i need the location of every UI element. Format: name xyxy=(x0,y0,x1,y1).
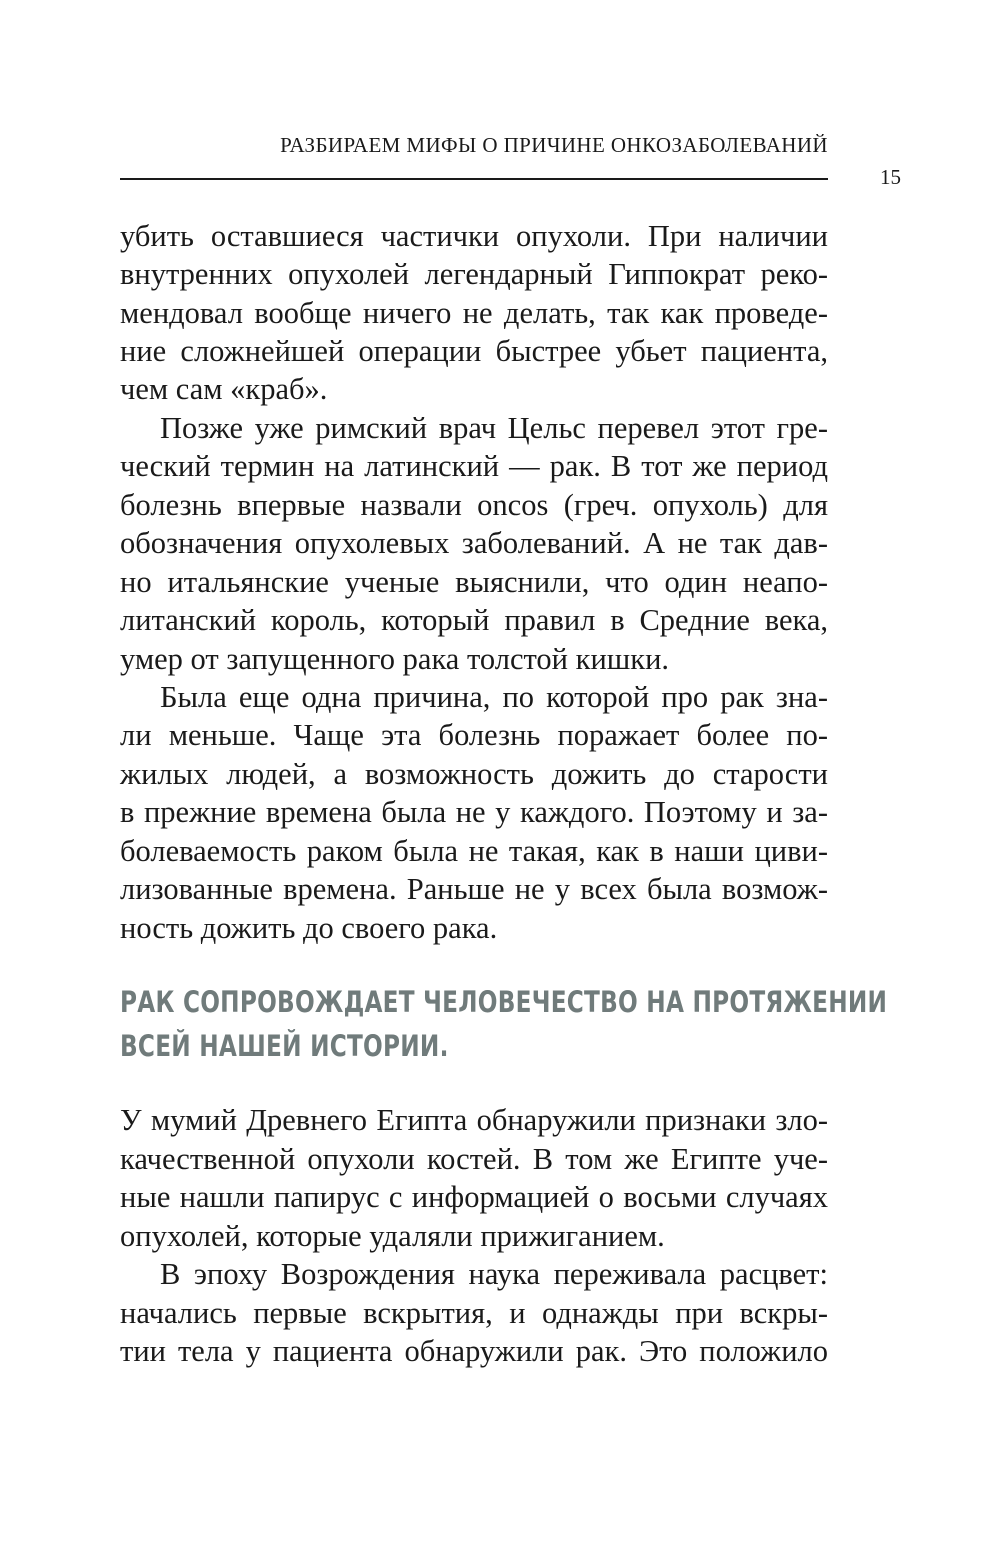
paragraph-2-line-5: но итальянские ученые выяснили, что один неапо- xyxy=(120,565,828,599)
section-heading-line-1: РАК СОПРОВОЖДАЕТ ЧЕЛОВЕЧЕСТВО НА ПРОТЯЖЕНИИ xyxy=(120,985,888,1019)
page-number: 15 xyxy=(880,165,901,189)
paragraph-1-line-1: убить оставшиеся частички опухоли. При наличии xyxy=(120,219,828,253)
paragraph-4-line-2: качественной опухоли костей. В том же Египте уче- xyxy=(120,1142,828,1176)
paragraph-2-line-6: литанский король, который правил в Средние века, xyxy=(120,603,828,637)
paragraph-3-line-1: Была еще одна причина, по которой про рак зна- xyxy=(160,680,828,714)
paragraph-3-line-6: лизованные времена. Раньше не у всех была возмож- xyxy=(120,872,828,906)
paragraph-4-line-3: ные нашли папирус с информацией о восьми случаях xyxy=(120,1180,828,1214)
paragraph-2-line-7: умер от запущенного рака толстой кишки. xyxy=(120,642,670,676)
paragraph-3-line-5: болеваемость раком была не такая, как в наши циви- xyxy=(120,834,828,868)
page-body xyxy=(120,0,888,1553)
paragraph-1-line-4: ние сложнейшей операции быстрее убьет пациента, xyxy=(120,334,828,368)
paragraph-5-line-1: В эпоху Возрождения наука переживала расцвет: xyxy=(160,1257,828,1291)
section-heading-line-2: ВСЕЙ НАШЕЙ ИСТОРИИ. xyxy=(120,1029,449,1063)
paragraph-2-line-4: обозначения опухолевых заболеваний. А не так дав- xyxy=(120,526,828,560)
paragraph-4-line-1: У мумий Древнего Египта обнаружили признаки зло- xyxy=(120,1103,828,1137)
paragraph-5-line-3: тии тела у пациента обнаружили рак. Это положило xyxy=(120,1334,828,1368)
paragraph-2-line-1: Позже уже римский врач Цельс перевел этот гре- xyxy=(160,411,828,445)
running-title: РАЗБИРАЕМ МИФЫ О ПРИЧИНЕ ОНКОЗАБОЛЕВАНИЙ xyxy=(280,133,828,157)
paragraph-3-line-3: жилых людей, а возможность дожить до старости xyxy=(120,757,828,791)
paragraph-2-line-2: ческий термин на латинский — рак. В тот же период xyxy=(120,449,828,483)
paragraph-4-line-4: опухолей, которые удаляли прижиганием. xyxy=(120,1219,665,1253)
paragraph-1-line-2: внутренних опухолей легендарный Гиппократ реко- xyxy=(120,257,828,291)
paragraph-1-line-3: мендовал вообще ничего не делать, так как проведе- xyxy=(120,296,828,330)
paragraph-5-line-2: начались первые вскрытия, и однажды при вскры- xyxy=(120,1296,828,1330)
paragraph-3-line-7: ность дожить до своего рака. xyxy=(120,911,498,945)
paragraph-1-line-5: чем сам «краб». xyxy=(120,372,328,406)
paragraph-2-line-3: болезнь впервые назвали oncos (греч. опухоль) для xyxy=(120,488,828,522)
paragraph-3-line-4: в прежние времена была не у каждого. Поэтому и за- xyxy=(120,795,828,829)
paragraph-3-line-2: ли меньше. Чаще эта болезнь поражает более по- xyxy=(120,718,828,752)
